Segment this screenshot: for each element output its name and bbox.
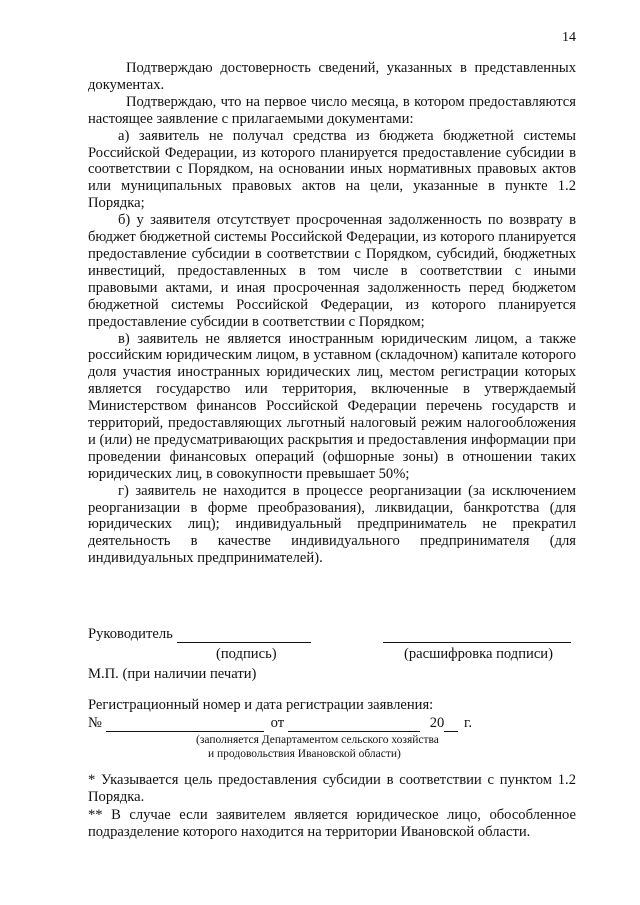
signature-caption: (подпись) — [216, 646, 277, 662]
footnote-1: * Указывается цель предоставления субсидии в соответствии с пунктом 1.2 Порядка. — [88, 772, 576, 805]
seal-label: М.П. (при наличии печати) — [88, 666, 257, 682]
number-sign: № — [88, 715, 102, 731]
paragraph-item-v: в) заявитель не является иностранным юридическим лицом, а также российским юридическим лицом, в уставном (складочном) капитале которого доля участия иностранных юридических лиц, местом регистрации которых является государство или территория, включенные в утверждаемый Министерством финансов Российской Федерации перечень государств и территорий, предоставляющих льготный налоговый режим налогообложения и (или) не предусматривающих раскрытия и предоставления информации при проведении финансовых операций (офшорные зоны) в отношении таких юридических лиц, в совокупности превышает 50%; — [88, 330, 576, 482]
paragraph-confirm-date: Подтверждаю, что на первое число месяца, в котором предоставляются настоящее заявление с прилагаемыми документами: — [88, 93, 576, 127]
from-label: от — [270, 715, 285, 731]
registration-block — [88, 697, 578, 761]
paragraph-item-g: г) заявитель не находится в процессе реорганизации (за исключением реорганизации в форме преобразования), ликвидации, банкротства (для юридических лиц); индивидуальный предприниматель не прекратил деятельность в качестве индивидуального предпринимателя (для индивидуальных предпринимателей). — [88, 482, 576, 567]
footnotes — [88, 772, 576, 842]
paragraph-item-a: а) заявитель не получал средства из бюджета бюджетной системы Российской Федерации, из которого планируется предоставление субсидии в соответствии с Порядком, на основании иных нормативных правовых актов или муниципальных правовых актов на цели, указанные в пункте 1.2 Порядка; — [88, 127, 576, 212]
signature-line — [177, 642, 311, 643]
year-field — [444, 731, 458, 732]
registration-note-line1: (заполняется Департаментом сельского хозяйства — [196, 734, 439, 746]
paragraph-confirm-accuracy: Подтверждаю достоверность сведений, указанных в представленных документах. — [88, 60, 576, 93]
main-text — [88, 60, 576, 567]
page-number: 14 — [562, 30, 576, 45]
decoding-line — [383, 626, 571, 643]
year-prefix: 20 — [429, 715, 445, 731]
head-label: Руководитель — [88, 626, 173, 642]
registration-line — [88, 715, 578, 733]
year-suffix: г. — [463, 715, 472, 731]
registration-label: Регистрационный номер и дата регистрации заявления: — [88, 697, 434, 713]
footnote-2: ** В случае если заявителем является юридическое лицо, обособленное подразделение которого находится на территории Ивановской области. — [88, 807, 576, 840]
signature-block — [88, 626, 578, 686]
registration-note-line2: и продовольствия Ивановской области) — [208, 748, 401, 760]
number-field — [106, 731, 264, 732]
date-field — [288, 731, 420, 732]
decoding-caption: (расшифровка подписи) — [404, 646, 553, 662]
paragraph-item-b: б) у заявителя отсутствует просроченная задолженность по возврату в бюджет бюджетной системы Российской Федерации, из которого планируется предоставление субсидии в соответствии с Порядком, субсидий, бюджетных инвестиций, предоставленных в том числе в соответствии с иными правовыми актами, и иная просроченная задолженность перед бюджетом бюджетной системы Российской Федерации, из которого планируется предоставление субсидии в соответствии с Порядком; — [88, 212, 576, 330]
